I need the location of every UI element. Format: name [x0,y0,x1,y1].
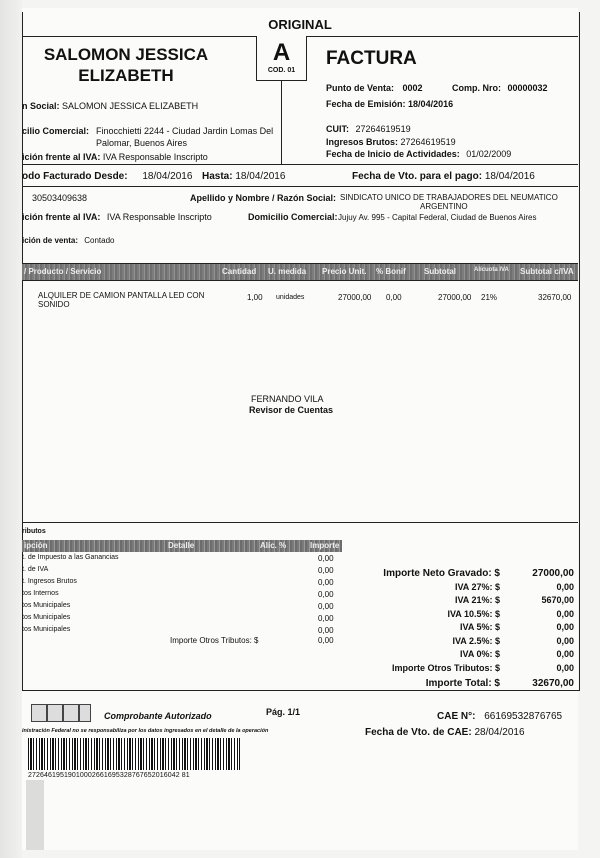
item-precio: 27000,00 [338,293,372,302]
receiver-iva: ición frente al IVA: IVA Responsable Inscripto [22,212,212,222]
letter-box [256,36,307,81]
signature-name: FERNANDO VILA [251,394,324,404]
tributo-value: 0,00 [318,614,334,623]
tributo-value: 0,00 [318,590,334,599]
tributo-value: 0,00 [318,626,334,635]
divider [22,522,578,523]
total-label: Importe Neto Gravado: $ [383,568,500,579]
total-value: 32670,00 [532,678,574,689]
tributo-value: 0,00 [318,578,334,587]
side-watermark [26,780,44,850]
tributo-label: tos Internos [22,590,59,597]
vertical-divider [281,80,282,164]
receiver-nombre-line1: SINDICATO UNICO DE TRABAJADORES DEL NEUMATICO [340,193,558,202]
barcode-image [28,738,240,770]
doc-type: FACTURA [326,48,417,69]
cae-vto: Fecha de Vto. de CAE: 28/04/2016 [365,727,525,738]
domicilio-line2: Palomar, Buenos Aires [96,138,188,148]
barcode-number: 27264619519010002661695328767652016042 81 [28,772,190,779]
tributos-otros-value: 0,00 [318,636,334,645]
col-umedida: U. medida [268,267,307,276]
afip-logo-icon [47,704,63,722]
domicilio-label: cilio Comercial: [22,126,90,136]
tributo-value: 0,00 [318,554,334,563]
col-precio: Precio Unit. [322,267,367,276]
punto-venta: Punto de Venta: 0002 [326,83,423,93]
trib-col-alic: Alíc. % [260,541,287,550]
total-value: 0,00 [556,635,574,646]
emitter-name-line1: SALOMON JESSICA [43,45,209,64]
tributo-label: t. Ingresos Brutos [22,578,77,585]
item-bonif: 0,00 [386,293,402,302]
total-value: 0,00 [556,662,574,673]
total-label: Importe Total: $ [425,678,500,689]
comprobante-autorizado: Comprobante Autorizado [104,711,212,721]
tributo-value: 0,00 [318,566,334,575]
cae-number: CAE N°: 66169532876765 [437,711,563,722]
total-label: IVA 5%: $ [459,622,500,632]
cuit: CUIT: 27264619519 [326,124,411,134]
afip-logo-icon [31,704,47,722]
inicio-actividades: Fecha de Inicio de Actividades: 01/02/2009 [326,149,512,159]
col-alicuota: Alícuota IVA [474,267,509,273]
divider [22,164,578,165]
col-producto: / Producto / Servicio [24,267,102,276]
emitter-name-line2: ELIZABETH [78,66,174,85]
tributos-otros-label: Importe Otros Tributos: $ [170,636,259,645]
receiver-domicilio: Jujuy Av. 995 - Capital Federal, Ciudad de Buenos Aires [338,213,537,222]
receiver-nombre-line2: ARGENTINO [420,202,468,211]
col-subtotal-iva: Subtotal c/IVA [520,267,574,276]
item-subtotal-iva: 32670,00 [538,293,572,302]
tributo-label: t. de Impuesto a las Ganancias [22,554,119,561]
total-value: 0,00 [556,649,574,659]
total-label: IVA 10.5%: $ [447,608,500,619]
total-value: 5670,00 [541,595,574,605]
total-label: IVA 0%: $ [459,649,500,659]
copy-label: ORIGINAL [268,17,332,32]
scan-edge [0,0,22,858]
tributo-value: 0,00 [318,602,334,611]
receiver-nombre-label: Apellido y Nombre / Razón Social: [190,193,337,203]
emitter-iva: ición frente al IVA: IVA Responsable Inscripto [22,152,208,162]
afip-logo-icon [63,704,79,722]
vto-pago: Fecha de Vto. para el pago: 18/04/2016 [352,171,535,182]
disclaimer: inistración Federal no se responsabiliza por los datos ingresados en el detalle de la operación [22,728,269,734]
trib-col-detalle: Detalle [168,541,195,550]
total-value: 27000,00 [532,568,574,579]
receiver-cuit: 30503409638 [32,193,88,203]
tributo-label: tos Municipales [22,602,71,609]
total-value: 0,00 [556,581,574,592]
razon-social: n Social: SALOMON JESSICA ELIZABETH [22,101,199,111]
periodo-hasta: Hasta: 18/04/2016 [202,171,286,182]
divider [22,690,578,691]
periodo-desde: odo Facturado Desde: 18/04/2016 [22,171,193,182]
trib-col-desc: ipción [24,541,48,550]
fecha-emision: Fecha de Emisión: 18/04/2016 [326,99,454,109]
total-label: IVA 27%: $ [454,581,500,592]
item-description-line1: ALQUILER DE CAMION PANTALLA LED CON [38,291,205,300]
items-header [22,263,578,281]
tributos-title: ributos [22,528,46,535]
tributos-header [22,540,342,552]
trib-col-importe: Importe [310,541,340,550]
receiver-domicilio-label: Domicilio Comercial: [248,212,338,222]
domicilio-line1: Finocchietti 2244 - Ciudad Jardin Lomas Del [96,126,274,136]
col-subtotal: Subtotal [424,267,456,276]
col-cantidad: Cantidad [222,267,257,276]
ingresos-brutos: Ingresos Brutos: 27264619519 [326,137,456,147]
tributo-label: t. de IVA [22,566,49,573]
total-label: Importe Otros Tributos: $ [391,662,500,673]
col-bonif: % Bonif [376,267,406,276]
invoice-code: COD. 01 [267,67,296,74]
item-subtotal: 27000,00 [438,293,472,302]
comp-nro: Comp. Nro: 00000032 [452,83,548,93]
total-label: IVA 21%: $ [454,595,500,605]
item-cantidad: 1,00 [247,293,263,302]
total-value: 0,00 [556,608,574,619]
invoice-letter: A [272,39,291,66]
item-description-line2: SONIDO [38,300,70,309]
divider [22,186,578,187]
signature-role: Revisor de Cuentas [249,405,334,415]
item-unidad: unidades [276,294,305,301]
afip-logo-icon [79,704,91,722]
tributo-label: tos Municipales [22,626,71,633]
total-value: 0,00 [556,622,574,632]
tributo-label: tos Municipales [22,614,71,621]
item-alicuota: 21% [481,293,498,302]
page-number: Pág. 1/1 [266,707,301,717]
total-label: IVA 2.5%: $ [452,635,500,646]
condicion-venta: ición de venta: Contado [22,236,115,245]
